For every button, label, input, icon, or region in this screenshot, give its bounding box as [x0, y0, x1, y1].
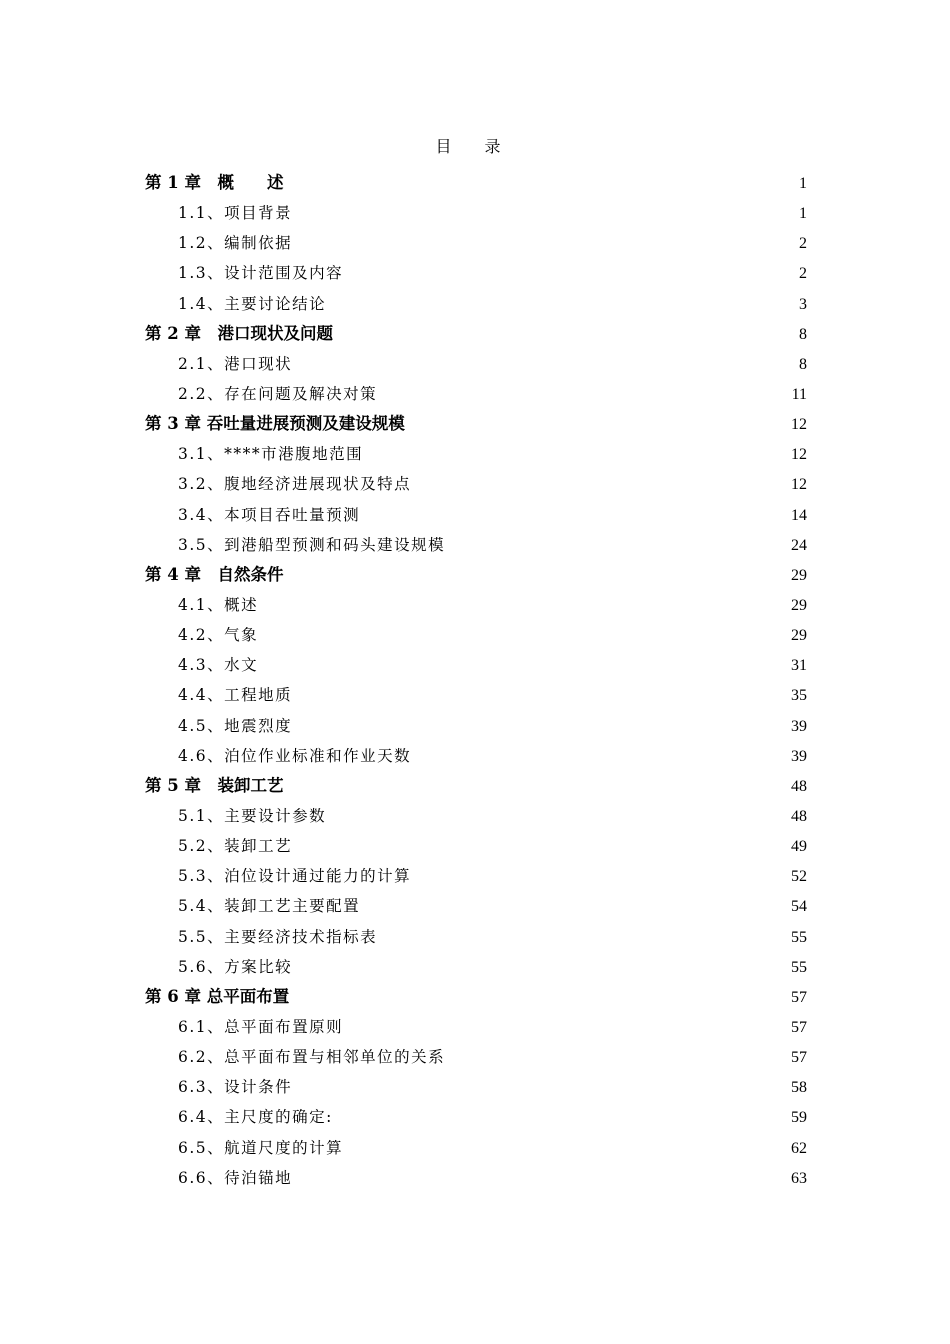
- toc-section-entry[interactable]: [145, 650, 807, 680]
- toc-chapter-entry[interactable]: [145, 168, 807, 198]
- toc-entry-page-number: 52: [791, 868, 807, 886]
- toc-entry-label: 1.2、编制依据: [178, 234, 293, 253]
- toc-entry-page-number: 3: [799, 295, 807, 313]
- toc-entry-label: 3.4、本项目吞吐量预测: [178, 505, 361, 524]
- toc-section-entry[interactable]: [145, 1102, 807, 1132]
- toc-entry-label: 6.5、航道尺度的计算: [178, 1138, 344, 1157]
- toc-entry-page-number: 12: [791, 476, 807, 494]
- toc-entry-label: 2.2、存在问题及解决对策: [178, 384, 378, 403]
- toc-entry-label: 第 5 章 装卸工艺: [145, 775, 284, 795]
- toc-entry-label: 5.2、装卸工艺: [178, 837, 293, 856]
- toc-section-entry[interactable]: [145, 620, 807, 650]
- toc-entry-page-number: 24: [791, 536, 807, 554]
- toc-entry-label: 4.4、工程地质: [178, 686, 293, 705]
- toc-section-entry[interactable]: [145, 349, 807, 379]
- toc-entry-page-number: 58: [791, 1079, 807, 1097]
- toc-title: 目 录: [435, 137, 515, 156]
- toc-section-entry[interactable]: [145, 469, 807, 499]
- toc-entry-label: 第 1 章 概 述: [145, 173, 284, 192]
- toc-entry-label: 第 6 章 总平面布置: [145, 986, 290, 1006]
- toc-entry-label: 4.1、概述: [178, 595, 259, 614]
- toc-entry-page-number: 62: [791, 1139, 807, 1157]
- toc-entry-label: 4.2、气象: [178, 626, 259, 645]
- toc-entry-page-number: 31: [791, 657, 807, 675]
- toc-chapter-entry[interactable]: [145, 771, 807, 801]
- toc-section-entry[interactable]: [145, 741, 807, 771]
- toc-entry-page-number: 29: [791, 566, 807, 584]
- toc-section-entry[interactable]: [145, 1072, 807, 1102]
- toc-section-entry[interactable]: [145, 198, 807, 228]
- toc-section-entry[interactable]: [145, 379, 807, 409]
- toc-entry-label: 6.3、设计条件: [178, 1078, 293, 1097]
- toc-entry-label: 5.5、主要经济技术指标表: [178, 927, 378, 946]
- toc-entry-label: 6.2、总平面布置与相邻单位的关系: [178, 1048, 446, 1067]
- toc-entry-page-number: 39: [791, 717, 807, 735]
- toc-section-entry[interactable]: [145, 861, 807, 891]
- toc-section-entry[interactable]: [145, 922, 807, 952]
- toc-entry-page-number: 59: [791, 1109, 807, 1127]
- toc-section-entry[interactable]: [145, 711, 807, 741]
- toc-entry-label: 1.1、项目背景: [178, 204, 293, 223]
- toc-entry-label: 1.3、设计范围及内容: [178, 264, 344, 283]
- toc-entry-label: 3.2、腹地经济进展现状及特点: [178, 475, 412, 494]
- toc-section-entry[interactable]: [145, 530, 807, 560]
- toc-entry-page-number: 14: [791, 506, 807, 524]
- toc-section-entry[interactable]: [145, 1012, 807, 1042]
- toc-entry-page-number: 63: [791, 1169, 807, 1187]
- toc-entry-label: 5.6、方案比较: [178, 957, 293, 976]
- toc-chapter-entry[interactable]: [145, 409, 807, 439]
- toc-entry-page-number: 57: [791, 1018, 807, 1036]
- toc-entry-page-number: 55: [791, 928, 807, 946]
- toc-entry-page-number: 12: [791, 416, 807, 434]
- toc-entry-label: 1.4、主要讨论结论: [178, 294, 327, 313]
- toc-section-entry[interactable]: [145, 439, 807, 469]
- toc-section-entry[interactable]: [145, 891, 807, 921]
- toc-entry-page-number: 2: [799, 265, 807, 283]
- toc-entry-label: 5.4、装卸工艺主要配置: [178, 897, 361, 916]
- toc-section-entry[interactable]: [145, 500, 807, 530]
- toc-entry-label: 4.6、泊位作业标准和作业天数: [178, 746, 412, 765]
- toc-section-entry[interactable]: [145, 289, 807, 319]
- toc-entry-page-number: 1: [799, 175, 807, 192]
- toc-section-entry[interactable]: [145, 228, 807, 258]
- toc-section-entry[interactable]: [145, 831, 807, 861]
- toc-entry-page-number: 48: [791, 807, 807, 825]
- toc-entry-label: 4.5、地震烈度: [178, 716, 293, 735]
- toc-entry-label: 6.4、主尺度的确定:: [178, 1108, 333, 1127]
- toc-chapter-entry[interactable]: [145, 982, 807, 1012]
- toc-section-entry[interactable]: [145, 590, 807, 620]
- toc-entry-label: 3.1、****市港腹地范围: [178, 445, 364, 464]
- toc-entry-label: 6.1、总平面布置原则: [178, 1017, 344, 1036]
- toc-entry-label: 4.3、水文: [178, 656, 259, 675]
- toc-entry-page-number: 8: [799, 325, 807, 343]
- toc-entry-page-number: 29: [791, 596, 807, 614]
- toc-entry-page-number: 29: [791, 627, 807, 645]
- toc-entry-page-number: 54: [791, 898, 807, 916]
- toc-section-entry[interactable]: [145, 258, 807, 288]
- toc-entry-label: 第 3 章 吞吐量进展预测及建设规模: [145, 414, 405, 434]
- toc-entry-page-number: 35: [791, 687, 807, 705]
- toc-section-entry[interactable]: [145, 801, 807, 831]
- toc-entry-page-number: 1: [799, 205, 807, 223]
- toc-entry-page-number: 55: [791, 958, 807, 976]
- toc-entry-label: 6.6、待泊锚地: [178, 1168, 293, 1187]
- toc-entry-label: 第 2 章 港口现状及问题: [145, 323, 333, 343]
- toc-entry-page-number: 57: [791, 1049, 807, 1067]
- toc-entry-page-number: 8: [799, 355, 807, 373]
- toc-section-entry[interactable]: [145, 1133, 807, 1163]
- toc-entry-label: 2.1、港口现状: [178, 354, 293, 373]
- toc-chapter-entry[interactable]: [145, 319, 807, 349]
- toc-entry-page-number: 57: [791, 988, 807, 1006]
- toc-entry-label: 5.1、主要设计参数: [178, 806, 327, 825]
- toc-chapter-entry[interactable]: [145, 560, 807, 590]
- toc-entry-page-number: 39: [791, 747, 807, 765]
- toc-entry-page-number: 49: [791, 838, 807, 856]
- toc-list: [145, 168, 807, 1193]
- toc-entry-label: 3.5、到港船型预测和码头建设规模: [178, 535, 446, 554]
- toc-entry-page-number: 11: [791, 385, 807, 403]
- toc-section-entry[interactable]: [145, 1163, 807, 1193]
- toc-section-entry[interactable]: [145, 1042, 807, 1072]
- toc-entry-page-number: 2: [799, 235, 807, 253]
- toc-entry-page-number: 48: [791, 777, 807, 795]
- toc-entry-label: 第 4 章 自然条件: [145, 564, 284, 584]
- toc-section-entry[interactable]: [145, 952, 807, 982]
- toc-entry-page-number: 12: [791, 446, 807, 464]
- toc-entry-label: 5.3、泊位设计通过能力的计算: [178, 867, 412, 886]
- toc-section-entry[interactable]: [145, 680, 807, 710]
